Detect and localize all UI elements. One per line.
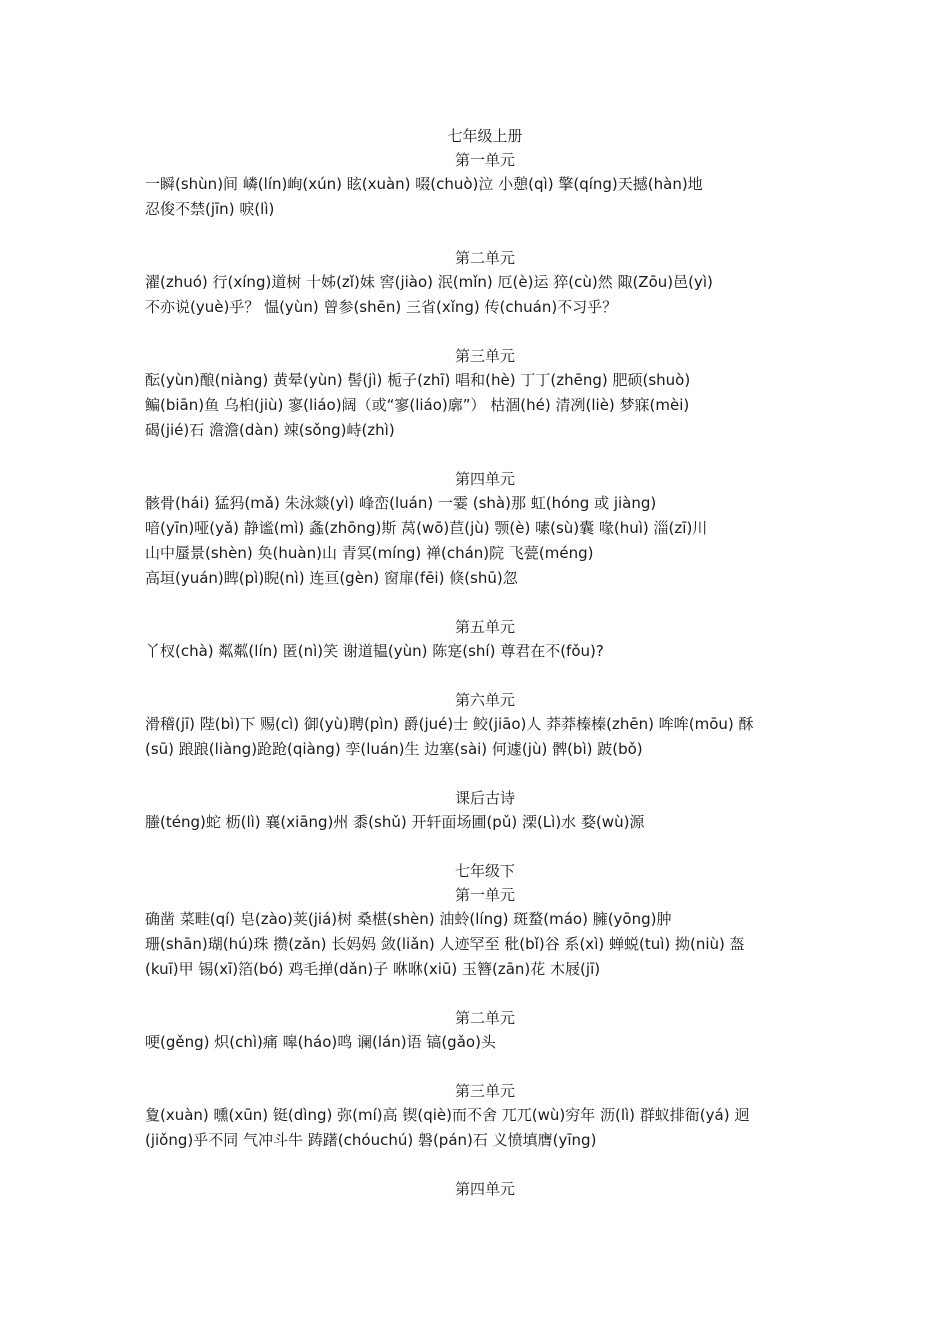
vocab-line: (jiǒng)乎不同 气冲斗牛 踌躇(chóuchú) 磐(pán)石 义愤填膺(yīng) (145, 1131, 597, 1149)
vocab-line: 哽(gěng) 炽(chì)痛 嗥(háo)鸣 谰(lán)语 镐(gǎo)头 (145, 1033, 496, 1051)
unit-heading: 第二单元 (454, 249, 515, 267)
spacer (145, 762, 825, 786)
spacer (145, 443, 825, 467)
spacer (145, 664, 825, 688)
vocab-line: 碣(jié)石 澹澹(dàn) 竦(sǒng)峙(zhì) (145, 421, 395, 439)
unit-heading: 第六单元 (454, 691, 515, 709)
vocab-line: 高垣(yuán)睥(pì)睨(nì) 连亘(gèn) 窗扉(fēi) 倏(shū)忽 (145, 569, 518, 587)
volume-title: 七年级下 (454, 862, 515, 880)
unit-heading: 第五单元 (454, 618, 515, 636)
vocab-line: 骸骨(hái) 猛犸(mǎ) 朱泳燚(yì) 峰峦(luán) 一霎 (shà)那 虹(hóng 或 jiàng) (145, 494, 657, 512)
vocab-line: 酝(yùn)酿(niàng) 黄晕(yùn) 髻(jì) 栀子(zhī) 唱和(hè) 丁丁(zhēng) 肥硕(shuò) (145, 371, 691, 389)
spacer (145, 1055, 825, 1079)
vocab-line: 螣(téng)蛇 枥(lì) 襄(xiāng)州 黍(shǔ) 开轩面场圃(pǔ) 溧(Lì)水 婺(wù)源 (145, 813, 645, 831)
vocab-line: 一瞬(shùn)间 嶙(lín)峋(xún) 眩(xuàn) 啜(chuò)泣 小憩(qì) 擎(qíng)天撼(hàn)地 (145, 175, 703, 193)
unit-heading: 第四单元 (454, 1180, 515, 1198)
volume-title: 七年级上册 (447, 127, 523, 145)
vocab-line: 夐(xuàn) 曛(xūn) 铤(dìng) 弥(mí)高 锲(qiè)而不舍 兀兀(wù)穷年 沥(lì) 群蚁排衙(yá) 迥 (145, 1106, 750, 1124)
vocab-line: 忍俊不禁(jīn) 唳(lì) (145, 200, 275, 218)
vocab-line: 鳊(biān)鱼 乌桕(jiù) 寥(liáo)阔（或“寥(liáo)廓”） 枯涸(hé) 清冽(liè) 梦寐(mèi) (145, 396, 690, 414)
vocab-line: 确凿 菜畦(qí) 皂(zào)荚(jiá)树 桑椹(shèn) 油蛉(líng) 斑蝥(máo) 臃(yōng)肿 (145, 910, 672, 928)
vocab-line: 山中蜃景(shèn) 奂(huàn)山 青冥(míng) 禅(chán)院 飞甍(méng) (145, 544, 594, 562)
unit-heading: 第一单元 (454, 886, 515, 904)
vocab-line: 滑稽(jī) 陛(bì)下 赐(cì) 御(yù)聘(pìn) 爵(jué)士 鲛(jiāo)人 莽莽榛榛(zhēn) 哞哞(mōu) 酥 (145, 715, 754, 733)
vocab-line: 丫杈(chà) 粼粼(lín) 匿(nì)笑 谢道韫(yùn) 陈寔(shí) 尊君在不(fǒu)? (145, 642, 604, 660)
vocab-line: 濯(zhuó) 行(xíng)道树 十姊(zǐ)妹 窖(jiào) 泯(mǐn) 厄(è)运 猝(cù)然 陬(Zōu)邑(yì) (145, 273, 713, 291)
unit-heading: 第三单元 (454, 1082, 515, 1100)
unit-heading: 第四单元 (454, 470, 515, 488)
unit-heading: 第三单元 (454, 347, 515, 365)
vocab-line: 不亦说(yuè)乎？ 愠(yùn) 曾参(shēn) 三省(xǐng) 传(chuán)不习乎？ (145, 298, 618, 316)
spacer (145, 222, 825, 246)
unit-heading: 第一单元 (454, 151, 515, 169)
unit-heading: 第二单元 (454, 1009, 515, 1027)
spacer (145, 591, 825, 615)
spacer (145, 982, 825, 1006)
vocab-line: 珊(shān)瑚(hú)珠 攒(zǎn) 长妈妈 敛(liǎn) 人迹罕至 秕(bǐ)谷 系(xì) 蝉蜕(tuì) 拗(niù) 盔 (145, 935, 745, 953)
vocab-line: 喑(yīn)哑(yǎ) 静谧(mì) 螽(zhōng)斯 莴(wō)苣(jù) 颚(è) 嗉(sù)囊 喙(huì) 淄(zī)川 (145, 519, 708, 537)
vocab-line: (sū) 踉踉(liàng)跄跄(qiàng) 孪(luán)生 边塞(sài) 何遽(jù) 髀(bì) 跛(bǒ) (145, 740, 643, 758)
spacer (145, 1153, 825, 1177)
unit-heading: 课后古诗 (454, 789, 515, 807)
spacer (145, 835, 825, 859)
document-page (145, 124, 825, 1201)
vocab-line: (kuī)甲 锡(xī)箔(bó) 鸡毛掸(dǎn)子 咻咻(xiū) 玉簪(zān)花 木屐(jī) (145, 960, 601, 978)
spacer (145, 320, 825, 344)
